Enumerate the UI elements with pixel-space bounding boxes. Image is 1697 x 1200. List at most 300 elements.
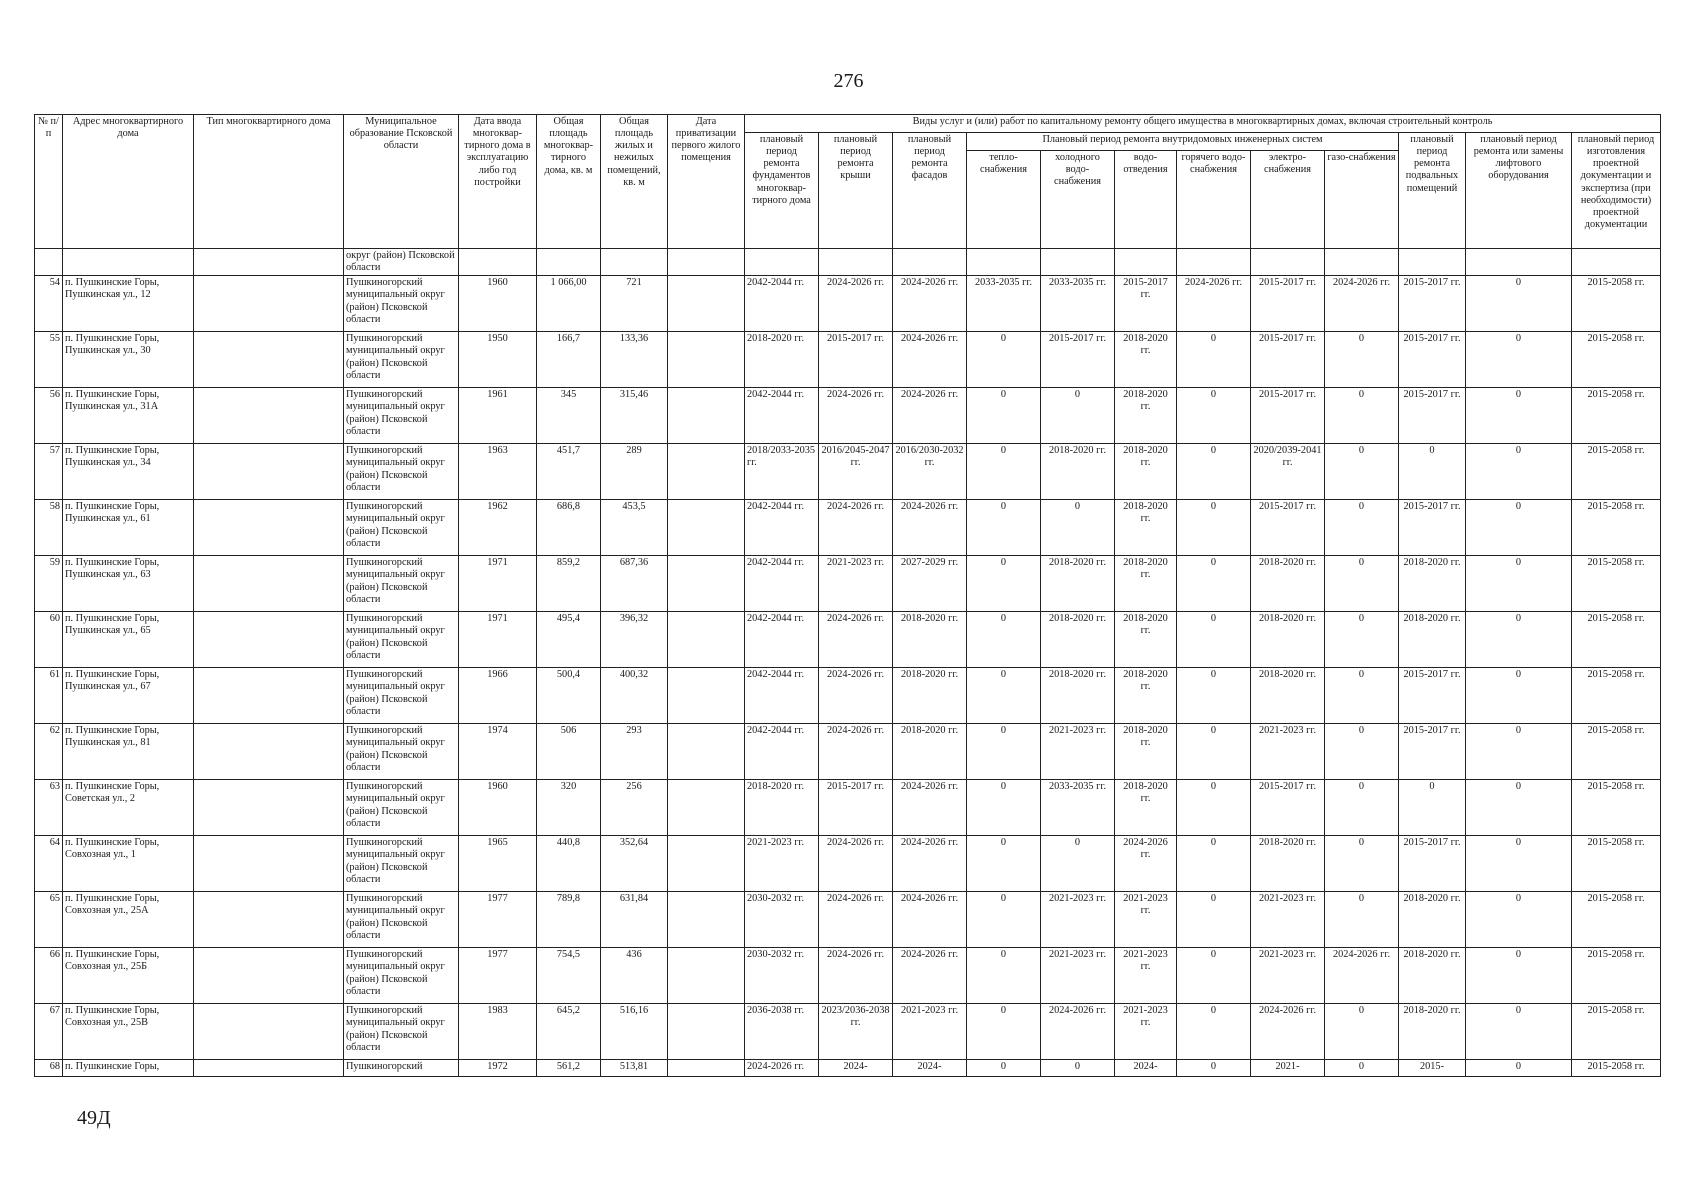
cell-foundation: 2042-2044 гг. (745, 556, 819, 612)
continuation-municipality: округ (район) Псковской области (344, 249, 459, 276)
cell-elevator: 0 (1466, 444, 1572, 500)
cell-facade: 2024- (893, 1060, 967, 1077)
cell-type (194, 332, 344, 388)
cell-roof: 2024-2026 гг. (819, 612, 893, 668)
cell-sewage: 2015-2017 гг. (1115, 276, 1177, 332)
cell-hot-water: 0 (1177, 892, 1251, 948)
cell-address: п. Пушкинские Горы, Совхозная ул., 1 (63, 836, 194, 892)
cell-hot-water: 0 (1177, 1060, 1251, 1077)
cell-total-area: 645,2 (537, 1004, 601, 1060)
header-facade: плановый период ремонта фасадов (893, 133, 967, 249)
cell-municipality: Пушкиногорский муниципальный округ (район) Псковской области (344, 332, 459, 388)
cell-municipality: Пушкиногорский муниципальный округ (район) Псковской области (344, 1004, 459, 1060)
cell-facade: 2018-2020 гг. (893, 612, 967, 668)
cell-elevator: 0 (1466, 948, 1572, 1004)
cell-municipality: Пушкиногорский муниципальный округ (район) Псковской области (344, 612, 459, 668)
cell-hot-water: 0 (1177, 332, 1251, 388)
cell-privatization (668, 892, 745, 948)
cell-facade: 2024-2026 гг. (893, 780, 967, 836)
cell-sewage: 2024-2026 гг. (1115, 836, 1177, 892)
cell-num: 63 (35, 780, 63, 836)
cell-basement: 2018-2020 гг. (1399, 892, 1466, 948)
cell-hot-water: 0 (1177, 500, 1251, 556)
cell-design-docs: 2015-2058 гг. (1572, 668, 1661, 724)
cell-num: 61 (35, 668, 63, 724)
cell-address: п. Пушкинские Горы, Пушкинская ул., 31А (63, 388, 194, 444)
cell-facade: 2024-2026 гг. (893, 388, 967, 444)
cell-living-area: 513,81 (601, 1060, 668, 1077)
cell-foundation: 2042-2044 гг. (745, 612, 819, 668)
cell-living-area: 687,36 (601, 556, 668, 612)
header-works-group: Виды услуг и (или) работ по капитальному ремонту общего имущества в многоквартирных домах, включая строительный контроль (745, 115, 1661, 133)
cell-num: 56 (35, 388, 63, 444)
cell-living-area: 256 (601, 780, 668, 836)
cell-type (194, 388, 344, 444)
cell-heat: 0 (967, 388, 1041, 444)
cell-gas: 0 (1325, 1004, 1399, 1060)
cell-electric: 2024-2026 гг. (1251, 1004, 1325, 1060)
cell-commission: 1965 (459, 836, 537, 892)
table-row (35, 444, 1661, 500)
cell-roof: 2024- (819, 1060, 893, 1077)
cell-type (194, 276, 344, 332)
header-sewage: водо-отведения (1115, 151, 1177, 249)
cell-gas: 0 (1325, 556, 1399, 612)
cell-sewage: 2018-2020 гг. (1115, 612, 1177, 668)
cell-commission: 1950 (459, 332, 537, 388)
cell-sewage: 2018-2020 гг. (1115, 332, 1177, 388)
cell-facade: 2016/2030-2032 гг. (893, 444, 967, 500)
cell-municipality: Пушкиногорский муниципальный округ (район) Псковской области (344, 780, 459, 836)
header-electric: электро-снабжения (1251, 151, 1325, 249)
cell-roof: 2015-2017 гг. (819, 780, 893, 836)
header-cold-water: холодного водо-снабжения (1041, 151, 1115, 249)
cell-commission: 1977 (459, 948, 537, 1004)
cell-num: 58 (35, 500, 63, 556)
cell-commission: 1960 (459, 276, 537, 332)
cell-privatization (668, 388, 745, 444)
cell-privatization (668, 500, 745, 556)
cell-foundation: 2021-2023 гг. (745, 836, 819, 892)
cell-facade: 2024-2026 гг. (893, 892, 967, 948)
cell-gas: 2024-2026 гг. (1325, 276, 1399, 332)
cell-heat: 0 (967, 612, 1041, 668)
cell-num: 65 (35, 892, 63, 948)
cell-num: 62 (35, 724, 63, 780)
cell-roof: 2016/2045-2047 гг. (819, 444, 893, 500)
cell-hot-water: 0 (1177, 556, 1251, 612)
cell-roof: 2024-2026 гг. (819, 892, 893, 948)
header-gas: газо-снабжения (1325, 151, 1399, 249)
cell-foundation: 2030-2032 гг. (745, 948, 819, 1004)
cell-privatization (668, 780, 745, 836)
cell-hot-water: 0 (1177, 1004, 1251, 1060)
cell-hot-water: 0 (1177, 612, 1251, 668)
table-row (35, 612, 1661, 668)
cell-address: п. Пушкинские Горы, Пушкинская ул., 63 (63, 556, 194, 612)
cell-privatization (668, 612, 745, 668)
cell-gas: 2024-2026 гг. (1325, 948, 1399, 1004)
cell-roof: 2024-2026 гг. (819, 836, 893, 892)
cell-facade: 2024-2026 гг. (893, 500, 967, 556)
cell-design-docs: 2015-2058 гг. (1572, 1060, 1661, 1077)
cell-design-docs: 2015-2058 гг. (1572, 612, 1661, 668)
cell-address: п. Пушкинские Горы, Пушкинская ул., 12 (63, 276, 194, 332)
cell-living-area: 289 (601, 444, 668, 500)
cell-commission: 1971 (459, 612, 537, 668)
table-row (35, 556, 1661, 612)
cell-design-docs: 2015-2058 гг. (1572, 332, 1661, 388)
cell-sewage: 2021-2023 гг. (1115, 892, 1177, 948)
cell-privatization (668, 668, 745, 724)
cell-elevator: 0 (1466, 1004, 1572, 1060)
cell-municipality: Пушкиногорский муниципальный округ (район) Псковской области (344, 836, 459, 892)
cell-heat: 0 (967, 556, 1041, 612)
cell-foundation: 2030-2032 гг. (745, 892, 819, 948)
cell-roof: 2024-2026 гг. (819, 388, 893, 444)
cell-hot-water: 2024-2026 гг. (1177, 276, 1251, 332)
cell-type (194, 1060, 344, 1077)
cell-commission: 1962 (459, 500, 537, 556)
cell-address: п. Пушкинские Горы, (63, 1060, 194, 1077)
cell-num: 66 (35, 948, 63, 1004)
cell-num: 67 (35, 1004, 63, 1060)
cell-roof: 2024-2026 гг. (819, 724, 893, 780)
cell-commission: 1974 (459, 724, 537, 780)
cell-total-area: 320 (537, 780, 601, 836)
cell-living-area: 516,16 (601, 1004, 668, 1060)
cell-commission: 1961 (459, 388, 537, 444)
cell-living-area: 315,46 (601, 388, 668, 444)
cell-design-docs: 2015-2058 гг. (1572, 1004, 1661, 1060)
cell-basement: 2015-2017 гг. (1399, 724, 1466, 780)
cell-type (194, 668, 344, 724)
cell-address: п. Пушкинские Горы, Пушкинская ул., 30 (63, 332, 194, 388)
table-row (35, 892, 1661, 948)
cell-gas: 0 (1325, 388, 1399, 444)
cell-heat: 0 (967, 1060, 1041, 1077)
cell-sewage: 2018-2020 гг. (1115, 444, 1177, 500)
table-row (35, 332, 1661, 388)
cell-sewage: 2021-2023 гг. (1115, 1004, 1177, 1060)
cell-foundation: 2042-2044 гг. (745, 500, 819, 556)
cell-num: 54 (35, 276, 63, 332)
header-address: Адрес многоквартирного дома (63, 115, 194, 249)
cell-gas: 0 (1325, 444, 1399, 500)
cell-living-area: 396,32 (601, 612, 668, 668)
cell-elevator: 0 (1466, 892, 1572, 948)
table-row (35, 388, 1661, 444)
cell-roof: 2024-2026 гг. (819, 668, 893, 724)
cell-total-area: 754,5 (537, 948, 601, 1004)
cell-type (194, 948, 344, 1004)
cell-address: п. Пушкинские Горы, Совхозная ул., 25В (63, 1004, 194, 1060)
cell-basement: 0 (1399, 780, 1466, 836)
cell-type (194, 892, 344, 948)
cell-address: п. Пушкинские Горы, Пушкинская ул., 65 (63, 612, 194, 668)
cell-elevator: 0 (1466, 500, 1572, 556)
cell-sewage: 2018-2020 гг. (1115, 668, 1177, 724)
header-privatization-date: Дата приватизации первого жилого помещения (668, 115, 745, 249)
cell-type (194, 500, 344, 556)
cell-design-docs: 2015-2058 гг. (1572, 556, 1661, 612)
cell-facade: 2021-2023 гг. (893, 1004, 967, 1060)
cell-roof: 2024-2026 гг. (819, 948, 893, 1004)
cell-elevator: 0 (1466, 668, 1572, 724)
cell-living-area: 400,32 (601, 668, 668, 724)
cell-commission: 1960 (459, 780, 537, 836)
cell-basement: 2015-2017 гг. (1399, 388, 1466, 444)
cell-total-area: 686,8 (537, 500, 601, 556)
cell-num: 64 (35, 836, 63, 892)
header-municipality: Муниципальное образование Псковской области (344, 115, 459, 249)
cell-sewage: 2018-2020 гг. (1115, 780, 1177, 836)
cell-municipality: Пушкиногорский муниципальный округ (район) Псковской области (344, 724, 459, 780)
cell-gas: 0 (1325, 668, 1399, 724)
cell-cold-water: 2018-2020 гг. (1041, 556, 1115, 612)
cell-elevator: 0 (1466, 388, 1572, 444)
cell-roof: 2023/2036-2038 гг. (819, 1004, 893, 1060)
cell-cold-water: 0 (1041, 388, 1115, 444)
cell-hot-water: 0 (1177, 836, 1251, 892)
cell-address: п. Пушкинские Горы, Пушкинская ул., 67 (63, 668, 194, 724)
cell-elevator: 0 (1466, 724, 1572, 780)
cell-municipality: Пушкиногорский муниципальный округ (район) Псковской области (344, 668, 459, 724)
header-basement: плановый период ремонта подвальных помещений (1399, 133, 1466, 249)
cell-basement: 2015-2017 гг. (1399, 332, 1466, 388)
cell-type (194, 724, 344, 780)
cell-elevator: 0 (1466, 780, 1572, 836)
cell-facade: 2024-2026 гг. (893, 948, 967, 1004)
header-house-type: Тип многоквартирного дома (194, 115, 344, 249)
cell-address: п. Пушкинские Горы, Пушкинская ул., 34 (63, 444, 194, 500)
cell-heat: 0 (967, 836, 1041, 892)
cell-foundation: 2036-2038 гг. (745, 1004, 819, 1060)
cell-total-area: 440,8 (537, 836, 601, 892)
cell-hot-water: 0 (1177, 444, 1251, 500)
cell-heat: 0 (967, 444, 1041, 500)
cell-cold-water: 0 (1041, 500, 1115, 556)
cell-electric: 2021-2023 гг. (1251, 948, 1325, 1004)
cell-elevator: 0 (1466, 276, 1572, 332)
cell-type (194, 444, 344, 500)
table-row-partial (35, 1060, 1661, 1077)
cell-municipality: Пушкиногорский муниципальный округ (район) Псковской области (344, 500, 459, 556)
table-row (35, 500, 1661, 556)
cell-gas: 0 (1325, 780, 1399, 836)
cell-commission: 1977 (459, 892, 537, 948)
cell-electric: 2018-2020 гг. (1251, 668, 1325, 724)
header-engineering-group: Плановый период ремонта внутридомовых инженерных систем (967, 133, 1399, 151)
table-row (35, 948, 1661, 1004)
cell-roof: 2015-2017 гг. (819, 332, 893, 388)
cell-design-docs: 2015-2058 гг. (1572, 388, 1661, 444)
cell-electric: 2021-2023 гг. (1251, 724, 1325, 780)
cell-municipality: Пушкиногорский муниципальный округ (район) Псковской области (344, 948, 459, 1004)
cell-hot-water: 0 (1177, 948, 1251, 1004)
cell-electric: 2015-2017 гг. (1251, 276, 1325, 332)
cell-heat: 0 (967, 724, 1041, 780)
cell-electric: 2018-2020 гг. (1251, 836, 1325, 892)
cell-type (194, 836, 344, 892)
cell-total-area: 789,8 (537, 892, 601, 948)
cell-hot-water: 0 (1177, 668, 1251, 724)
cell-commission: 1972 (459, 1060, 537, 1077)
cell-cold-water: 2018-2020 гг. (1041, 668, 1115, 724)
table-row (35, 668, 1661, 724)
cell-elevator: 0 (1466, 836, 1572, 892)
cell-sewage: 2021-2023 гг. (1115, 948, 1177, 1004)
cell-privatization (668, 332, 745, 388)
cell-design-docs: 2015-2058 гг. (1572, 276, 1661, 332)
cell-municipality: Пушкиногорский муниципальный округ (район) Псковской области (344, 892, 459, 948)
cell-heat: 0 (967, 332, 1041, 388)
cell-facade: 2024-2026 гг. (893, 332, 967, 388)
cell-electric: 2018-2020 гг. (1251, 612, 1325, 668)
cell-living-area: 293 (601, 724, 668, 780)
cell-privatization (668, 1060, 745, 1077)
cell-num: 60 (35, 612, 63, 668)
cell-basement: 2015-2017 гг. (1399, 668, 1466, 724)
cell-basement: 0 (1399, 444, 1466, 500)
cell-basement: 2015- (1399, 1060, 1466, 1077)
cell-cold-water: 2033-2035 гг. (1041, 276, 1115, 332)
table-row (35, 1004, 1661, 1060)
cell-address: п. Пушкинские Горы, Пушкинская ул., 81 (63, 724, 194, 780)
cell-cold-water: 2018-2020 гг. (1041, 612, 1115, 668)
cell-elevator: 0 (1466, 612, 1572, 668)
cell-cold-water: 2024-2026 гг. (1041, 1004, 1115, 1060)
header-num: № п/п (35, 115, 63, 249)
cell-type (194, 1004, 344, 1060)
cell-design-docs: 2015-2058 гг. (1572, 780, 1661, 836)
cell-elevator: 0 (1466, 1060, 1572, 1077)
cell-total-area: 500,4 (537, 668, 601, 724)
header-roof: плановый период ремонта крыши (819, 133, 893, 249)
cell-heat: 0 (967, 668, 1041, 724)
cell-basement: 2018-2020 гг. (1399, 948, 1466, 1004)
cell-living-area: 352,64 (601, 836, 668, 892)
cell-foundation: 2042-2044 гг. (745, 388, 819, 444)
cell-type (194, 612, 344, 668)
cell-sewage: 2018-2020 гг. (1115, 724, 1177, 780)
cell-elevator: 0 (1466, 332, 1572, 388)
cell-heat: 0 (967, 500, 1041, 556)
cell-total-area: 345 (537, 388, 601, 444)
cell-num: 68 (35, 1060, 63, 1077)
cell-gas: 0 (1325, 332, 1399, 388)
header-total-area: Общая площадь многоквар-тирного дома, кв. м (537, 115, 601, 249)
cell-address: п. Пушкинские Горы, Советская ул., 2 (63, 780, 194, 836)
header-living-area: Общая площадь жилых и нежилых помещений, кв. м (601, 115, 668, 249)
cell-facade: 2024-2026 гг. (893, 836, 967, 892)
cell-municipality: Пушкиногорский муниципальный округ (район) Псковской области (344, 556, 459, 612)
cell-total-area: 451,7 (537, 444, 601, 500)
cell-basement: 2018-2020 гг. (1399, 556, 1466, 612)
cell-commission: 1966 (459, 668, 537, 724)
cell-total-area: 561,2 (537, 1060, 601, 1077)
cell-hot-water: 0 (1177, 388, 1251, 444)
cell-heat: 2033-2035 гг. (967, 276, 1041, 332)
cell-commission: 1971 (459, 556, 537, 612)
table-row (35, 780, 1661, 836)
cell-sewage: 2018-2020 гг. (1115, 388, 1177, 444)
cell-type (194, 780, 344, 836)
cell-gas: 0 (1325, 500, 1399, 556)
cell-design-docs: 2015-2058 гг. (1572, 724, 1661, 780)
header-elevator: плановый период ремонта или замены лифтового оборудования (1466, 133, 1572, 249)
cell-cold-water: 0 (1041, 836, 1115, 892)
cell-facade: 2018-2020 гг. (893, 668, 967, 724)
cell-total-area: 495,4 (537, 612, 601, 668)
cell-heat: 0 (967, 780, 1041, 836)
cell-address: п. Пушкинские Горы, Пушкинская ул., 61 (63, 500, 194, 556)
cell-total-area: 506 (537, 724, 601, 780)
cell-municipality: Пушкиногорский (344, 1060, 459, 1077)
cell-facade: 2018-2020 гг. (893, 724, 967, 780)
cell-electric: 2021-2023 гг. (1251, 892, 1325, 948)
cell-electric: 2018-2020 гг. (1251, 556, 1325, 612)
cell-hot-water: 0 (1177, 780, 1251, 836)
cell-foundation: 2018/2033-2035 гг. (745, 444, 819, 500)
cell-heat: 0 (967, 892, 1041, 948)
cell-total-area: 859,2 (537, 556, 601, 612)
cell-electric: 2015-2017 гг. (1251, 388, 1325, 444)
cell-sewage: 2018-2020 гг. (1115, 556, 1177, 612)
cell-type (194, 556, 344, 612)
cell-commission: 1983 (459, 1004, 537, 1060)
capital-repair-table (34, 114, 1661, 1077)
cell-privatization (668, 556, 745, 612)
cell-roof: 2021-2023 гг. (819, 556, 893, 612)
cell-basement: 2018-2020 гг. (1399, 1004, 1466, 1060)
cell-privatization (668, 1004, 745, 1060)
continuation-row (35, 249, 1661, 276)
header-heat-supply: тепло-снабжения (967, 151, 1041, 249)
cell-privatization (668, 276, 745, 332)
page-number: 276 (833, 70, 864, 92)
cell-design-docs: 2015-2058 гг. (1572, 836, 1661, 892)
cell-foundation: 2018-2020 гг. (745, 780, 819, 836)
cell-privatization (668, 444, 745, 500)
cell-design-docs: 2015-2058 гг. (1572, 892, 1661, 948)
cell-basement: 2018-2020 гг. (1399, 612, 1466, 668)
cell-foundation: 2024-2026 гг. (745, 1060, 819, 1077)
cell-gas: 0 (1325, 1060, 1399, 1077)
cell-living-area: 631,84 (601, 892, 668, 948)
table-row (35, 724, 1661, 780)
header-design-docs: плановый период изготовления проектной документации и экспертиза (при необходимости) проектной документации (1572, 133, 1661, 249)
footer-code: 49Д (77, 1107, 111, 1129)
cell-cold-water: 2015-2017 гг. (1041, 332, 1115, 388)
cell-address: п. Пушкинские Горы, Совхозная ул., 25Б (63, 948, 194, 1004)
cell-electric: 2015-2017 гг. (1251, 332, 1325, 388)
cell-electric: 2015-2017 гг. (1251, 500, 1325, 556)
cell-num: 55 (35, 332, 63, 388)
cell-foundation: 2042-2044 гг. (745, 668, 819, 724)
cell-design-docs: 2015-2058 гг. (1572, 444, 1661, 500)
cell-roof: 2024-2026 гг. (819, 500, 893, 556)
cell-gas: 0 (1325, 892, 1399, 948)
cell-address: п. Пушкинские Горы, Совхозная ул., 25А (63, 892, 194, 948)
cell-electric: 2020/2039-2041 гг. (1251, 444, 1325, 500)
cell-cold-water: 2021-2023 гг. (1041, 724, 1115, 780)
cell-facade: 2027-2029 гг. (893, 556, 967, 612)
cell-roof: 2024-2026 гг. (819, 276, 893, 332)
header-foundation: плановый период ремонта фундаментов многоквар-тирного дома (745, 133, 819, 249)
cell-hot-water: 0 (1177, 724, 1251, 780)
cell-total-area: 1 066,00 (537, 276, 601, 332)
